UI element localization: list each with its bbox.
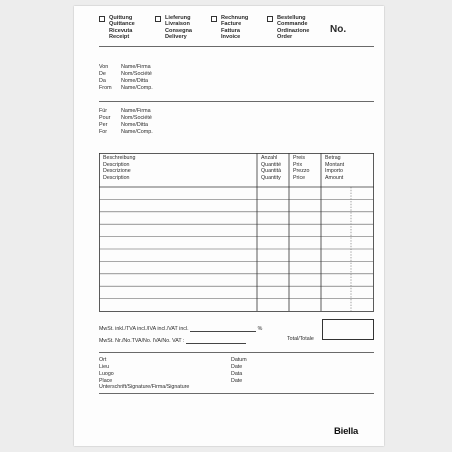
vat-number-label: MwSt. Nr./No.TVA/No. IVA/No. VAT : [99, 338, 185, 344]
recipient-row: Per Nome/Ditta [99, 121, 148, 128]
total-label: Total/Totale [287, 336, 314, 342]
column-header-amount: Betrag Montant Importo Amount [325, 155, 345, 181]
vat-percent-sign: % [257, 326, 263, 332]
signature-line[interactable] [99, 393, 374, 394]
recipient-row: Für Name/Firma [99, 108, 151, 114]
sender-row: De Nom/Société [99, 70, 152, 77]
form-page [74, 6, 384, 446]
invoice-checkbox[interactable] [211, 16, 217, 22]
sender-row: Von Name/Firma [99, 64, 151, 70]
vat-included-label: MwSt. inkl./TVA incl./IVA incl./VAT incl. [99, 326, 189, 332]
sender-row: Da Nome/Ditta [99, 77, 148, 84]
recipient-row: Pour Nom/Société [99, 114, 152, 121]
header-divider [99, 46, 374, 47]
recipient-block[interactable] [99, 108, 153, 136]
items-table [99, 153, 374, 321]
sender-row: From Name/Comp. [99, 84, 153, 91]
brand-logo: Biella [334, 426, 359, 437]
doc-type-receipt-label: Quittung Quittance Ricevuta Receipt [109, 15, 135, 41]
doc-type-order-label: Bestellung Commande Ordinazione Order [277, 15, 310, 41]
recipient-row: For Name/Comp. [99, 128, 153, 135]
column-header-price: Preis Prix Prezzo Price [293, 155, 310, 181]
vat-number-field[interactable] [99, 338, 246, 344]
vat-included-blank[interactable] [190, 327, 256, 332]
sender-block[interactable] [99, 64, 153, 92]
order-checkbox[interactable] [267, 16, 273, 22]
place-labels: Ort Lieu Luogo Place [99, 357, 114, 384]
vat-included-field[interactable] [99, 326, 262, 332]
date-labels: Datum Date Data Date [231, 357, 247, 384]
doc-type-invoice-label: Rechnung Facture Fattura Invoice [221, 15, 249, 41]
number-label: No. [330, 24, 347, 35]
receipt-checkbox[interactable] [99, 16, 105, 22]
signature-label: Unterschrift/Signature/Firma/Signature [99, 384, 190, 390]
column-header-description: Beschreibung Description Descrizione Description [103, 155, 136, 181]
vat-divider [99, 352, 374, 353]
column-header-quantity: Anzahl Quantité Quantità Quantity [261, 155, 282, 181]
delivery-checkbox[interactable] [155, 16, 161, 22]
doc-type-delivery-label: Lieferung Livraison Consegna Delivery [165, 15, 193, 41]
vat-number-blank[interactable] [186, 339, 246, 344]
total-amount-box[interactable] [322, 319, 374, 340]
sender-divider [99, 101, 374, 102]
